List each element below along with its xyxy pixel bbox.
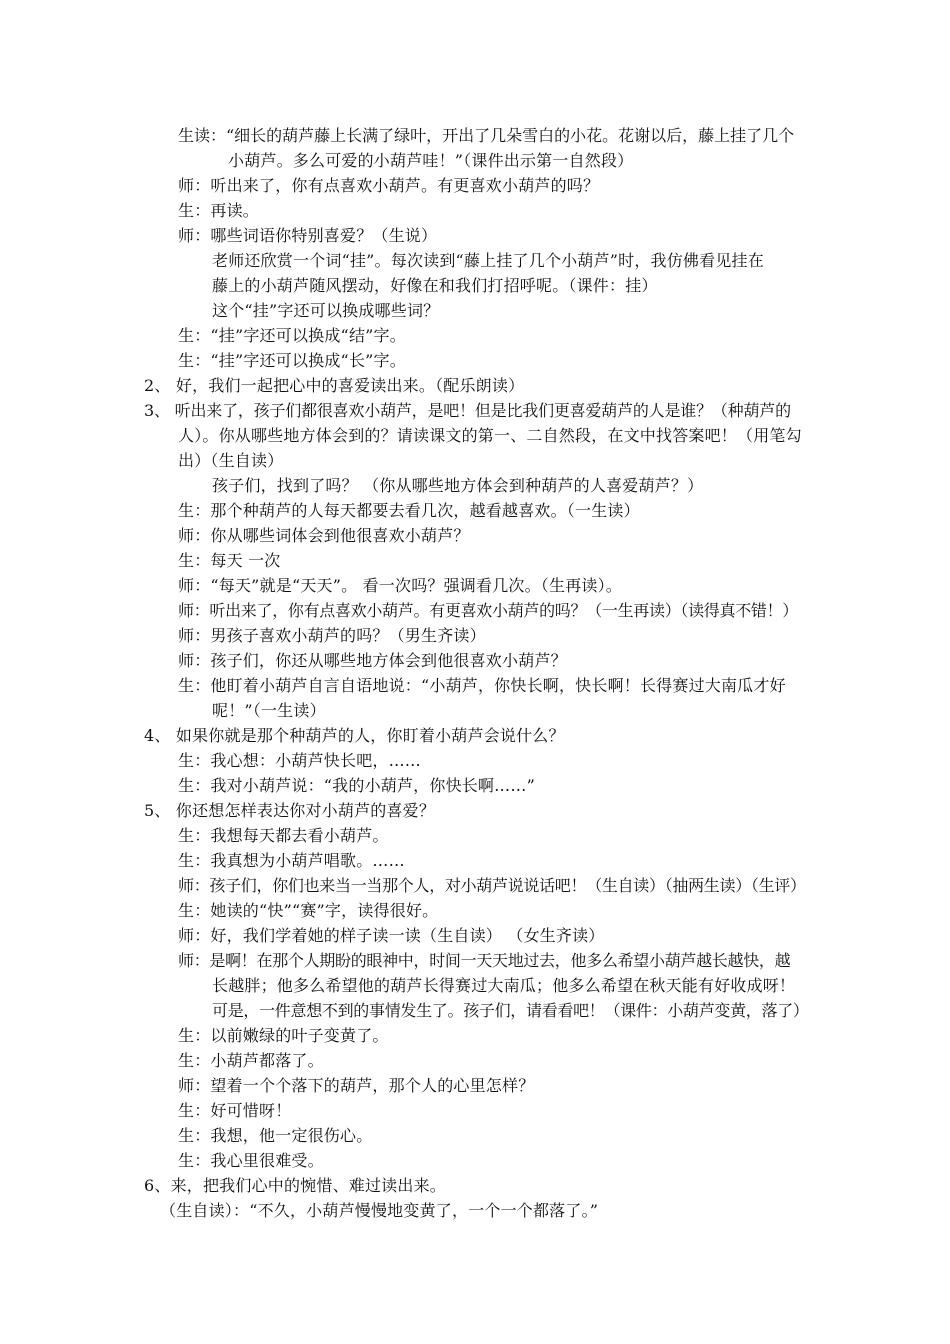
text-line-16: 生：那个种葫芦的人每天都要去看几次，越看越喜欢。（一生读） [178,501,640,520]
text-line-11: 2、 好，我们一起把心中的喜爱读出来。（配乐朗读） [144,376,525,395]
text-line-29: 生：我想每天都去看小葫芦。 [178,826,389,845]
text-line-8: 这个“挂”字还可以换成哪些词？ [212,301,440,320]
text-line-9: 生：“挂”字还可以换成“结”字。 [178,326,406,345]
text-line-33: 师：好，我们学着她的样子读一读（生自读） （女生齐读） [178,926,605,945]
text-line-17: 师：你从哪些词体会到他很喜欢小葫芦？ [178,526,470,545]
text-line-41: 生：我想，他一定很伤心。 [178,1126,373,1145]
text-line-28: 5、 你还想怎样表达你对小葫芦的喜爱？ [144,801,436,820]
text-line-15: 孩子们，找到了吗？ （你从哪些地方体会到种葫芦的人喜爱葫芦？） [212,476,704,495]
text-line-32: 生：她读的“快”“赛”字，读得很好。 [178,901,439,920]
text-line-4: 生：再读。 [178,201,260,220]
text-line-10: 生：“挂”字还可以换成“长”字。 [178,351,406,370]
text-line-24: 呢！”（一生读） [212,701,326,720]
text-line-19: 师：“每天”就是“天天”。 看一次吗？强调看几次。（生再读）。 [178,576,623,595]
text-line-14: 出）（生自读） [178,451,284,470]
text-line-12: 3、 听出来了，孩子们都很喜欢小葫芦，是吧！但是比我们更喜爱葫芦的人是谁？（种葫芦的 [144,401,791,420]
text-line-13: 人）。你从哪些地方体会到的？请读课文的第一、二自然段，在文中找答案吧！（用笔勾 [178,426,802,445]
text-line-44: （生自读）：“不久，小葫芦慢慢地变黄了，一个一个都落了。” [160,1201,599,1220]
text-line-26: 生：我心想：小葫芦快长吧，…… [178,751,422,770]
text-line-38: 生：小葫芦都落了。 [178,1051,324,1070]
text-line-7: 藤上的小葫芦随风摆动，好像在和我们打招呼呢。（课件：挂） [212,276,658,295]
text-line-27: 生：我对小葫芦说：“我的小葫芦，你快长啊……” [178,776,535,795]
text-line-40: 生：好可惜呀！ [178,1101,292,1120]
text-line-22: 师：孩子们，你还从哪些地方体会到他很喜欢小葫芦？ [178,651,567,670]
text-line-35: 长越胖；他多么希望他的葫芦长得赛过大南瓜；他多么希望在秋天能有好收成呀！ [212,976,796,995]
text-line-37: 生：以前嫩绿的叶子变黄了。 [178,1026,389,1045]
text-line-18: 生：每天 一次 [178,551,281,570]
text-line-43: 6、来，把我们心中的惋惜、难过读出来。 [144,1176,446,1195]
text-line-2: 小葫芦。多么可爱的小葫芦哇！”（课件出示第一自然段） [228,151,634,170]
text-line-31: 师：孩子们，你们也来当一当那个人，对小葫芦说说话吧！（生自读）（抽两生读）（生评） [178,876,806,895]
text-line-3: 师：听出来了，你有点喜欢小葫芦。有更喜欢小葫芦的吗？ [178,176,600,195]
text-line-6: 老师还欣赏一个词“挂”。每次读到“藤上挂了几个小葫芦”时，我仿佛看见挂在 [212,251,764,270]
text-line-39: 师：望着一个个落下的葫芦，那个人的心里怎样？ [178,1076,535,1095]
text-line-36: 可是，一件意想不到的事情发生了。孩子们，请看看吧！（课件：小葫芦变黄，落了） [212,1001,809,1020]
text-line-25: 4、 如果你就是那个种葫芦的人，你盯着小葫芦会说什么？ [144,726,565,745]
text-line-30: 生：我真想为小葫芦唱歌。…… [178,851,405,870]
text-line-5: 师：哪些词语你特别喜爱？（生说） [178,226,438,245]
text-line-42: 生：我心里很难受。 [178,1151,324,1170]
text-line-21: 师：男孩子喜欢小葫芦的吗？（男生齐读） [178,626,486,645]
text-line-1: 生读：“细长的葫芦藤上长满了绿叶，开出了几朵雪白的小花。花谢以后，藤上挂了几个 [178,126,795,145]
text-line-23: 生：他盯着小葫芦自言自语地说：“小葫芦，你快长啊，快长啊！长得赛过大南瓜才好 [178,676,786,695]
text-line-34: 师：是啊！在那个人期盼的眼神中，时间一天天地过去，他多么希望小葫芦越长越快，越 [178,951,791,970]
text-line-20: 师：听出来了，你有点喜欢小葫芦。有更喜欢小葫芦的吗？（一生再读）（读得真不错！） [178,601,799,620]
